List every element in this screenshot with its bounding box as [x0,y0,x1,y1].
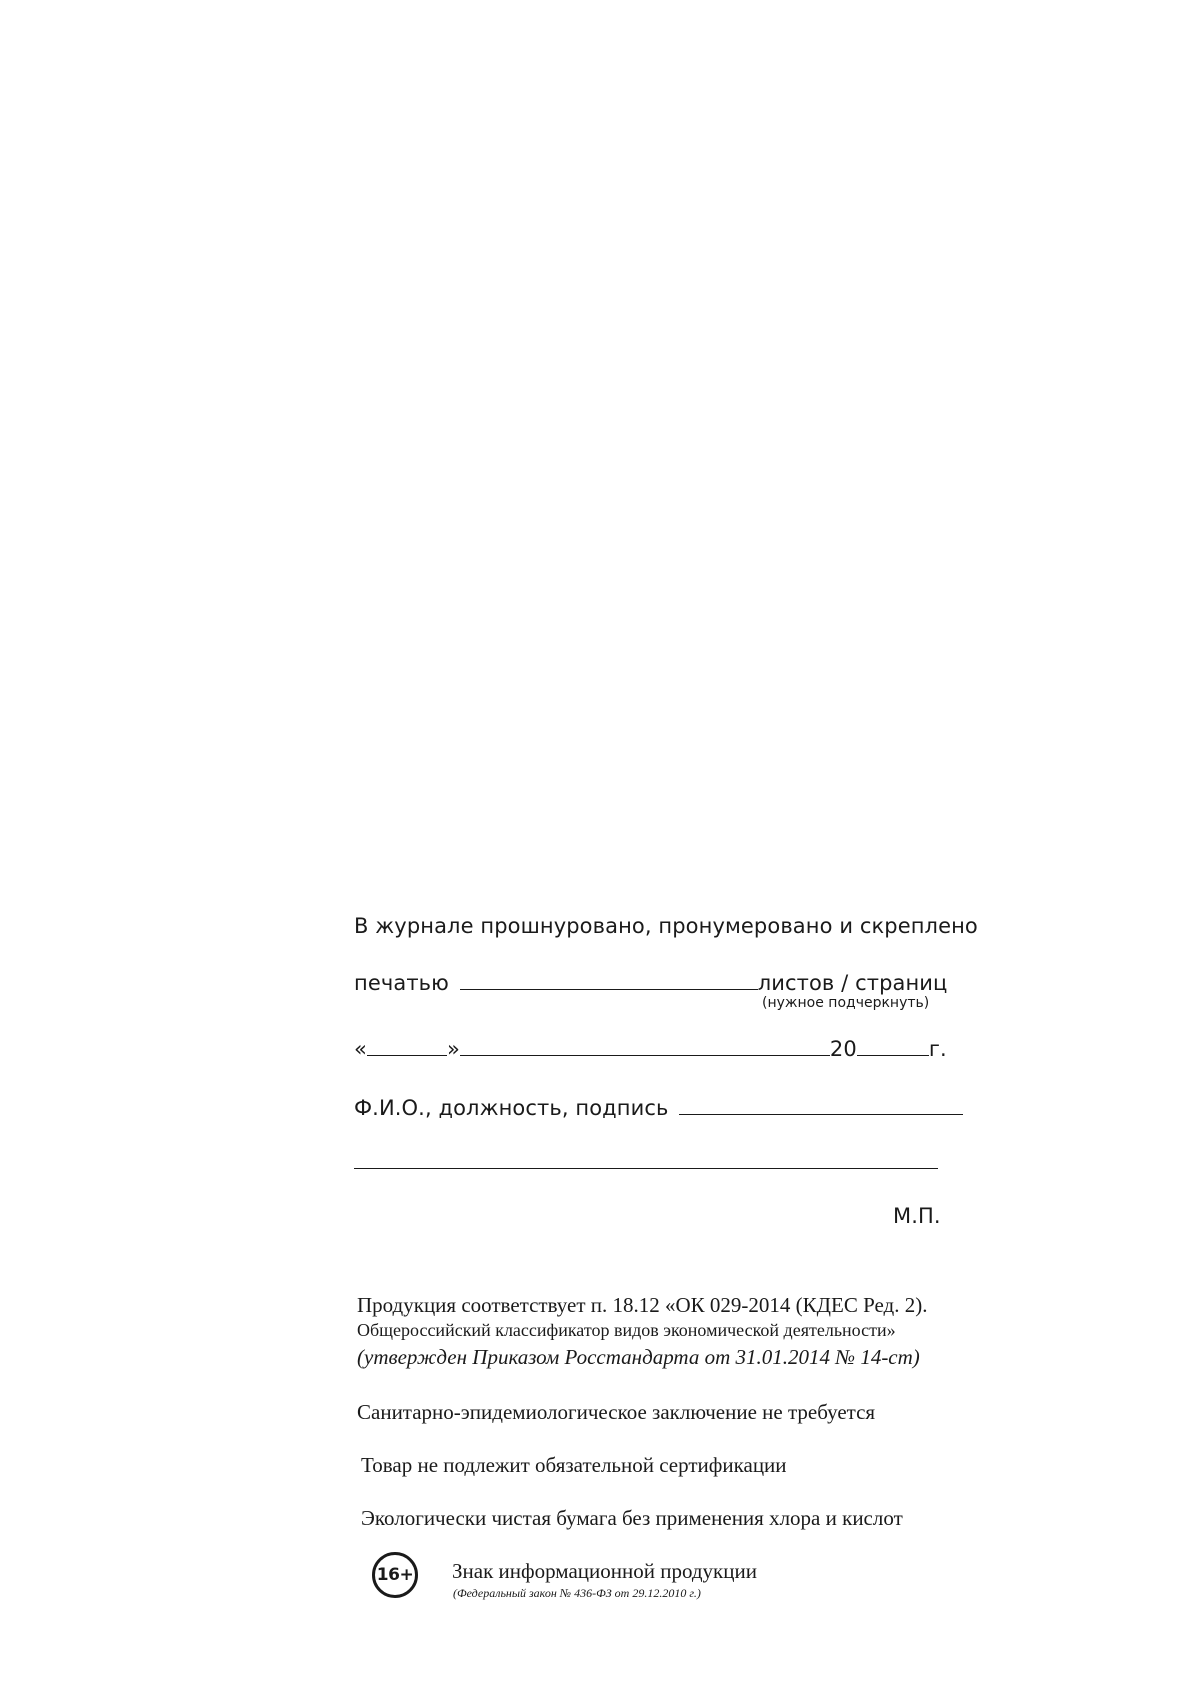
compliance-text-2: Общероссийский классификатор видов экономической деятельности» [357,1320,896,1340]
compliance-line-1 [357,1293,927,1318]
pages-prefix: печатью [354,971,449,995]
registration-line-2 [354,970,947,995]
certification-text: Товар не подлежит обязательной сертификации [361,1453,787,1477]
date-line [354,1036,947,1061]
info-product-law-text: (Федеральный закон № 436-ФЗ от 29.12.2010 г.) [453,1586,701,1600]
certification-note [361,1453,787,1478]
compliance-line-3 [357,1345,920,1370]
pages-count-field[interactable] [460,970,758,990]
day-field[interactable] [367,1036,447,1056]
ecology-note [361,1506,903,1531]
date-close-quote: » [446,1037,460,1061]
signature-continuation-line[interactable] [354,1168,938,1169]
ecology-text: Экологически чистая бумага без применения хлора и кислот [361,1506,903,1530]
sanitary-note [357,1400,875,1425]
info-product-law [453,1586,701,1601]
sanitary-text: Санитарно-эпидемиологическое заключение не требуется [357,1400,876,1424]
month-field[interactable] [460,1036,830,1056]
signature-label: Ф.И.О., должность, подпись [354,1096,669,1120]
compliance-text-3: (утвержден Приказом Росстандарта от 31.01.2014 № 14-ст) [357,1345,920,1369]
compliance-line-2 [357,1320,896,1341]
age-rating-label: 16+ [376,1565,414,1585]
registration-line-1 [354,914,978,938]
registration-text-1: В журнале прошнуровано, пронумеровано и скреплено [354,914,978,938]
date-open-quote: « [354,1037,367,1061]
info-product-title-text: Знак информационной продукции [452,1559,757,1583]
pages-suffix: листов / страниц [757,971,948,995]
age-rating-icon [372,1552,418,1598]
year-suffix: г. [928,1037,947,1061]
stamp-label [893,1204,941,1228]
compliance-text-1: Продукция соответствует п. 18.12 «ОК 029-2014 (КДЕС Ред. 2). [357,1293,928,1317]
year-field[interactable] [857,1036,929,1056]
underline-note [762,995,929,1011]
year-prefix: 20 [829,1037,857,1061]
stamp-label-text: М.П. [893,1204,941,1228]
info-product-title [452,1559,757,1584]
signature-line [354,1095,963,1120]
signature-field[interactable] [679,1095,963,1115]
underline-note-text: (нужное подчеркнуть) [762,995,930,1011]
